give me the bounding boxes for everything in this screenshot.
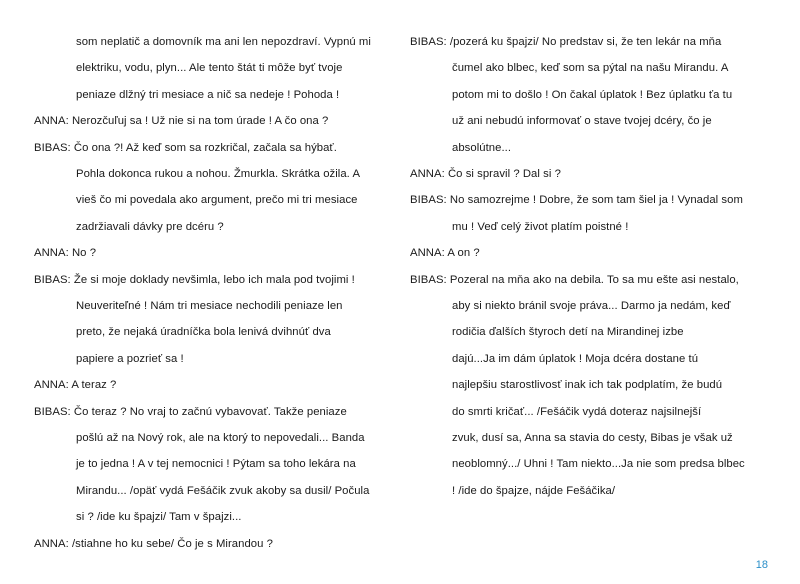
script-line: zadržiavali dávky pre dcéru ? bbox=[76, 220, 224, 233]
script-line: vieš čo mi povedala ako argument, prečo mi tri mesiace bbox=[76, 194, 358, 207]
script-line: ANNA: /stiahne ho ku sebe/ Čo je s Mirandou ? bbox=[34, 537, 273, 550]
script-line: BIBAS: Že si moje doklady nevšimla, lebo ich mala pod tvojimi ! bbox=[34, 273, 355, 286]
script-line: najlepšiu starostlivosť inak ich tak podplatím, že budú bbox=[452, 379, 723, 392]
script-line: Mirandu... /opäť vydá Fešáčik zvuk akoby sa dusil/ Počula bbox=[76, 484, 370, 497]
script-line: ANNA: A teraz ? bbox=[34, 379, 117, 392]
script-line: už ani nebudú informovať o stave tvojej dcéry, čo je bbox=[452, 115, 712, 128]
script-line: aby si niekto bránil svoje práva... Darmo ja nedám, keď bbox=[452, 300, 731, 312]
script-line: je to jedna ! A v tej nemocnici ! Pýtam sa toho lekára na bbox=[76, 458, 356, 471]
script-line: ANNA: Čo si spravil ? Dal si ? bbox=[410, 168, 561, 180]
script-line: si ? /ide ku špajzi/ Tam v špajzi... bbox=[76, 511, 242, 524]
script-line: elektriku, vodu, plyn... Ale tento štát ti môže byť tvoje bbox=[76, 62, 343, 75]
script-line: BIBAS: Pozeral na mňa ako na debila. To sa mu ešte asi nestalo, bbox=[410, 273, 739, 286]
page-number: 18 bbox=[755, 559, 768, 571]
script-line: mu ! Veď celý život platím poistné ! bbox=[452, 220, 629, 233]
script-line: neoblomný.../ Uhni ! Tam niekto...Ja nie som predsa blbec bbox=[452, 458, 745, 471]
script-line: BIBAS: Čo teraz ? No vraj to začnú vybavovať. Takže peniaze bbox=[34, 405, 347, 418]
script-line: som neplatič a domovník ma ani len nepozdraví. Vypnú mi bbox=[76, 36, 371, 48]
script-line: papiere a pozrieť sa ! bbox=[76, 352, 184, 365]
script-line: potom mi to došlo ! On čakal úplatok ! Bez úplatku ťa tu bbox=[452, 88, 733, 101]
script-line: BIBAS: No samozrejme ! Dobre, že som tam šiel ja ! Vynadal som bbox=[410, 194, 743, 207]
script-line: ANNA: A on ? bbox=[410, 247, 480, 260]
script-line: zvuk, dusí sa, Anna sa stavia do cesty, Bibas je však už bbox=[452, 432, 733, 444]
script-line: pošlú až na Nový rok, ale na ktorý to nepovedali... Banda bbox=[76, 432, 365, 444]
script-line: BIBAS: /pozerá ku špajzi/ No predstav si, že ten lekár na mňa bbox=[410, 36, 722, 48]
script-line: dajú...Ja im dám úplatok ! Moja dcéra dostane tú bbox=[452, 352, 699, 365]
script-line: čumel ako blbec, keď som sa pýtal na našu Mirandu. A bbox=[452, 62, 729, 75]
script-line: do smrti kričať... /Fešáčik vydá doteraz najsilnejší bbox=[452, 405, 702, 418]
script-line: Neuveriteľné ! Nám tri mesiace nechodili peniaze len bbox=[76, 300, 343, 312]
script-line: peniaze dlžný tri mesiace a nič sa nedeje ! Pohoda ! bbox=[76, 88, 340, 101]
script-line: Pohla dokonca rukou a nohou. Žmurkla. Skrátka ožila. A bbox=[76, 168, 361, 180]
script-line: ANNA: Nerozčuľuj sa ! Už nie si na tom úrade ! A čo ona ? bbox=[34, 115, 329, 128]
script-line: rodičia ďalších štyroch detí na Mirandinej izbe bbox=[452, 326, 684, 339]
script-line: preto, že nejaká úradníčka bola lenivá dvihnúť dva bbox=[76, 326, 331, 339]
script-line: BIBAS: Čo ona ?! Až keď som sa rozkričal, začala sa hýbať. bbox=[34, 141, 337, 154]
script-line: ANNA: No ? bbox=[34, 247, 97, 260]
script-line: ! /ide do špajze, nájde Fešáčika/ bbox=[452, 484, 616, 497]
script-line: absolútne... bbox=[452, 141, 512, 154]
